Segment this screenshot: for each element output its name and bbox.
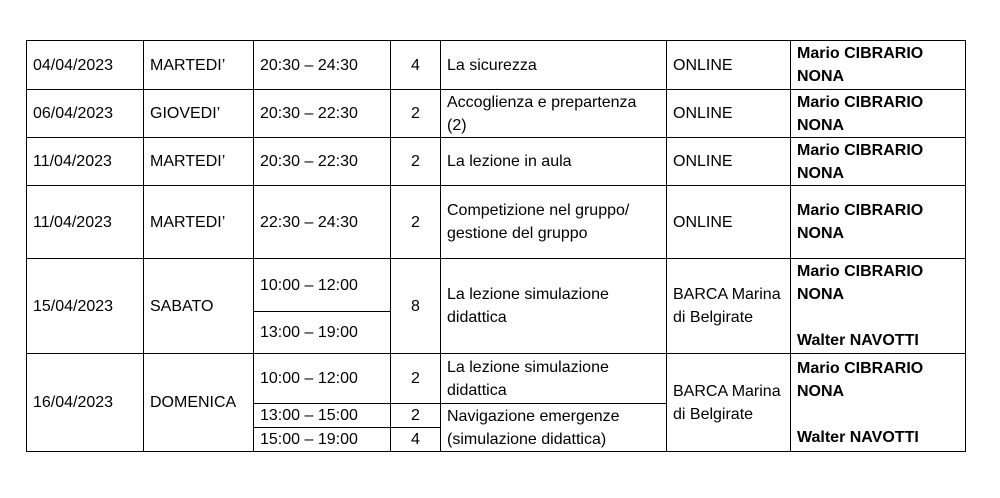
hours-cell: 4 (391, 428, 441, 452)
date-cell: 16/04/2023 (27, 354, 144, 452)
location-cell: BARCA Marina di Belgirate (667, 354, 791, 452)
table-row (27, 259, 966, 312)
hours-cell: 2 (391, 90, 441, 138)
day-cell: DOMENICA (144, 354, 254, 452)
time-cell: 10:00 – 12:00 (254, 354, 391, 404)
location-cell: ONLINE (667, 186, 791, 259)
hours-cell: 2 (391, 186, 441, 259)
table-row (27, 354, 966, 404)
time-cell: 20:30 – 22:30 (254, 90, 391, 138)
day-cell: MARTEDI’ (144, 186, 254, 259)
instructor-cell (791, 138, 966, 186)
time-cell: 10:00 – 12:00 (254, 259, 391, 312)
instructor-name: NONA (797, 382, 845, 400)
instructor-name: Walter NAVOTTI (797, 332, 919, 349)
instructor-name: NONA (797, 68, 845, 85)
instructor-name: Mario CIBRARIO (797, 141, 924, 159)
location-cell: BARCA Marina di Belgirate (667, 259, 791, 354)
instructor-name: Mario CIBRARIO (797, 263, 924, 280)
hours-cell: 2 (391, 138, 441, 186)
day-cell: GIOVEDI’ (144, 90, 254, 138)
hours-cell: 2 (391, 354, 441, 404)
time-cell: 20:30 – 24:30 (254, 41, 391, 90)
day-cell: MARTEDI’ (144, 138, 254, 186)
time-cell: 13:00 – 15:00 (254, 404, 391, 428)
spacer (797, 403, 959, 426)
topic-cell: La lezione in aula (441, 138, 667, 186)
location-cell: ONLINE (667, 90, 791, 138)
time-cell: 13:00 – 19:00 (254, 312, 391, 354)
topic-cell: La lezione simulazione didattica (441, 259, 667, 354)
instructor-cell (791, 259, 966, 354)
instructor-name: Mario CIBRARIO (797, 93, 924, 111)
time-cell: 22:30 – 24:30 (254, 186, 391, 259)
instructor-name: NONA (797, 286, 845, 303)
date-cell: 11/04/2023 (27, 138, 144, 186)
instructor-cell (791, 90, 966, 138)
table-row (27, 186, 966, 259)
time-cell: 20:30 – 22:30 (254, 138, 391, 186)
instructor-cell (791, 41, 966, 90)
topic-cell: Competizione nel gruppo/ gestione del gruppo (441, 186, 667, 259)
table-row (27, 41, 966, 90)
hours-cell: 8 (391, 259, 441, 354)
date-cell: 06/04/2023 (27, 90, 144, 138)
instructor-name: Mario CIBRARIO (797, 45, 924, 62)
date-cell: 04/04/2023 (27, 41, 144, 90)
topic-cell: La lezione simulazione didattica (441, 354, 667, 404)
hours-cell: 4 (391, 41, 441, 90)
instructor-name: NONA (797, 116, 845, 134)
day-cell: SABATO (144, 259, 254, 354)
location-cell: ONLINE (667, 138, 791, 186)
topic-cell: Accoglienza e prepartenza (2) (441, 90, 667, 138)
instructor-name: NONA (797, 225, 845, 242)
table-row (27, 138, 966, 186)
instructor-name: Walter NAVOTTI (797, 428, 919, 446)
table-row (27, 90, 966, 138)
day-cell: MARTEDI’ (144, 41, 254, 90)
schedule-table (26, 40, 966, 452)
instructor-name: NONA (797, 164, 845, 182)
instructor-name: Mario CIBRARIO (797, 202, 924, 219)
instructor-name: Mario CIBRARIO (797, 359, 924, 377)
topic-cell: Navigazione emergenze (simulazione didattica) (441, 404, 667, 452)
date-cell: 11/04/2023 (27, 186, 144, 259)
date-cell: 15/04/2023 (27, 259, 144, 354)
location-cell: ONLINE (667, 41, 791, 90)
hours-cell: 2 (391, 404, 441, 428)
spacer (797, 306, 959, 329)
instructor-cell (791, 354, 966, 452)
topic-cell: La sicurezza (441, 41, 667, 90)
time-cell: 15:00 – 19:00 (254, 428, 391, 452)
instructor-cell (791, 186, 966, 259)
